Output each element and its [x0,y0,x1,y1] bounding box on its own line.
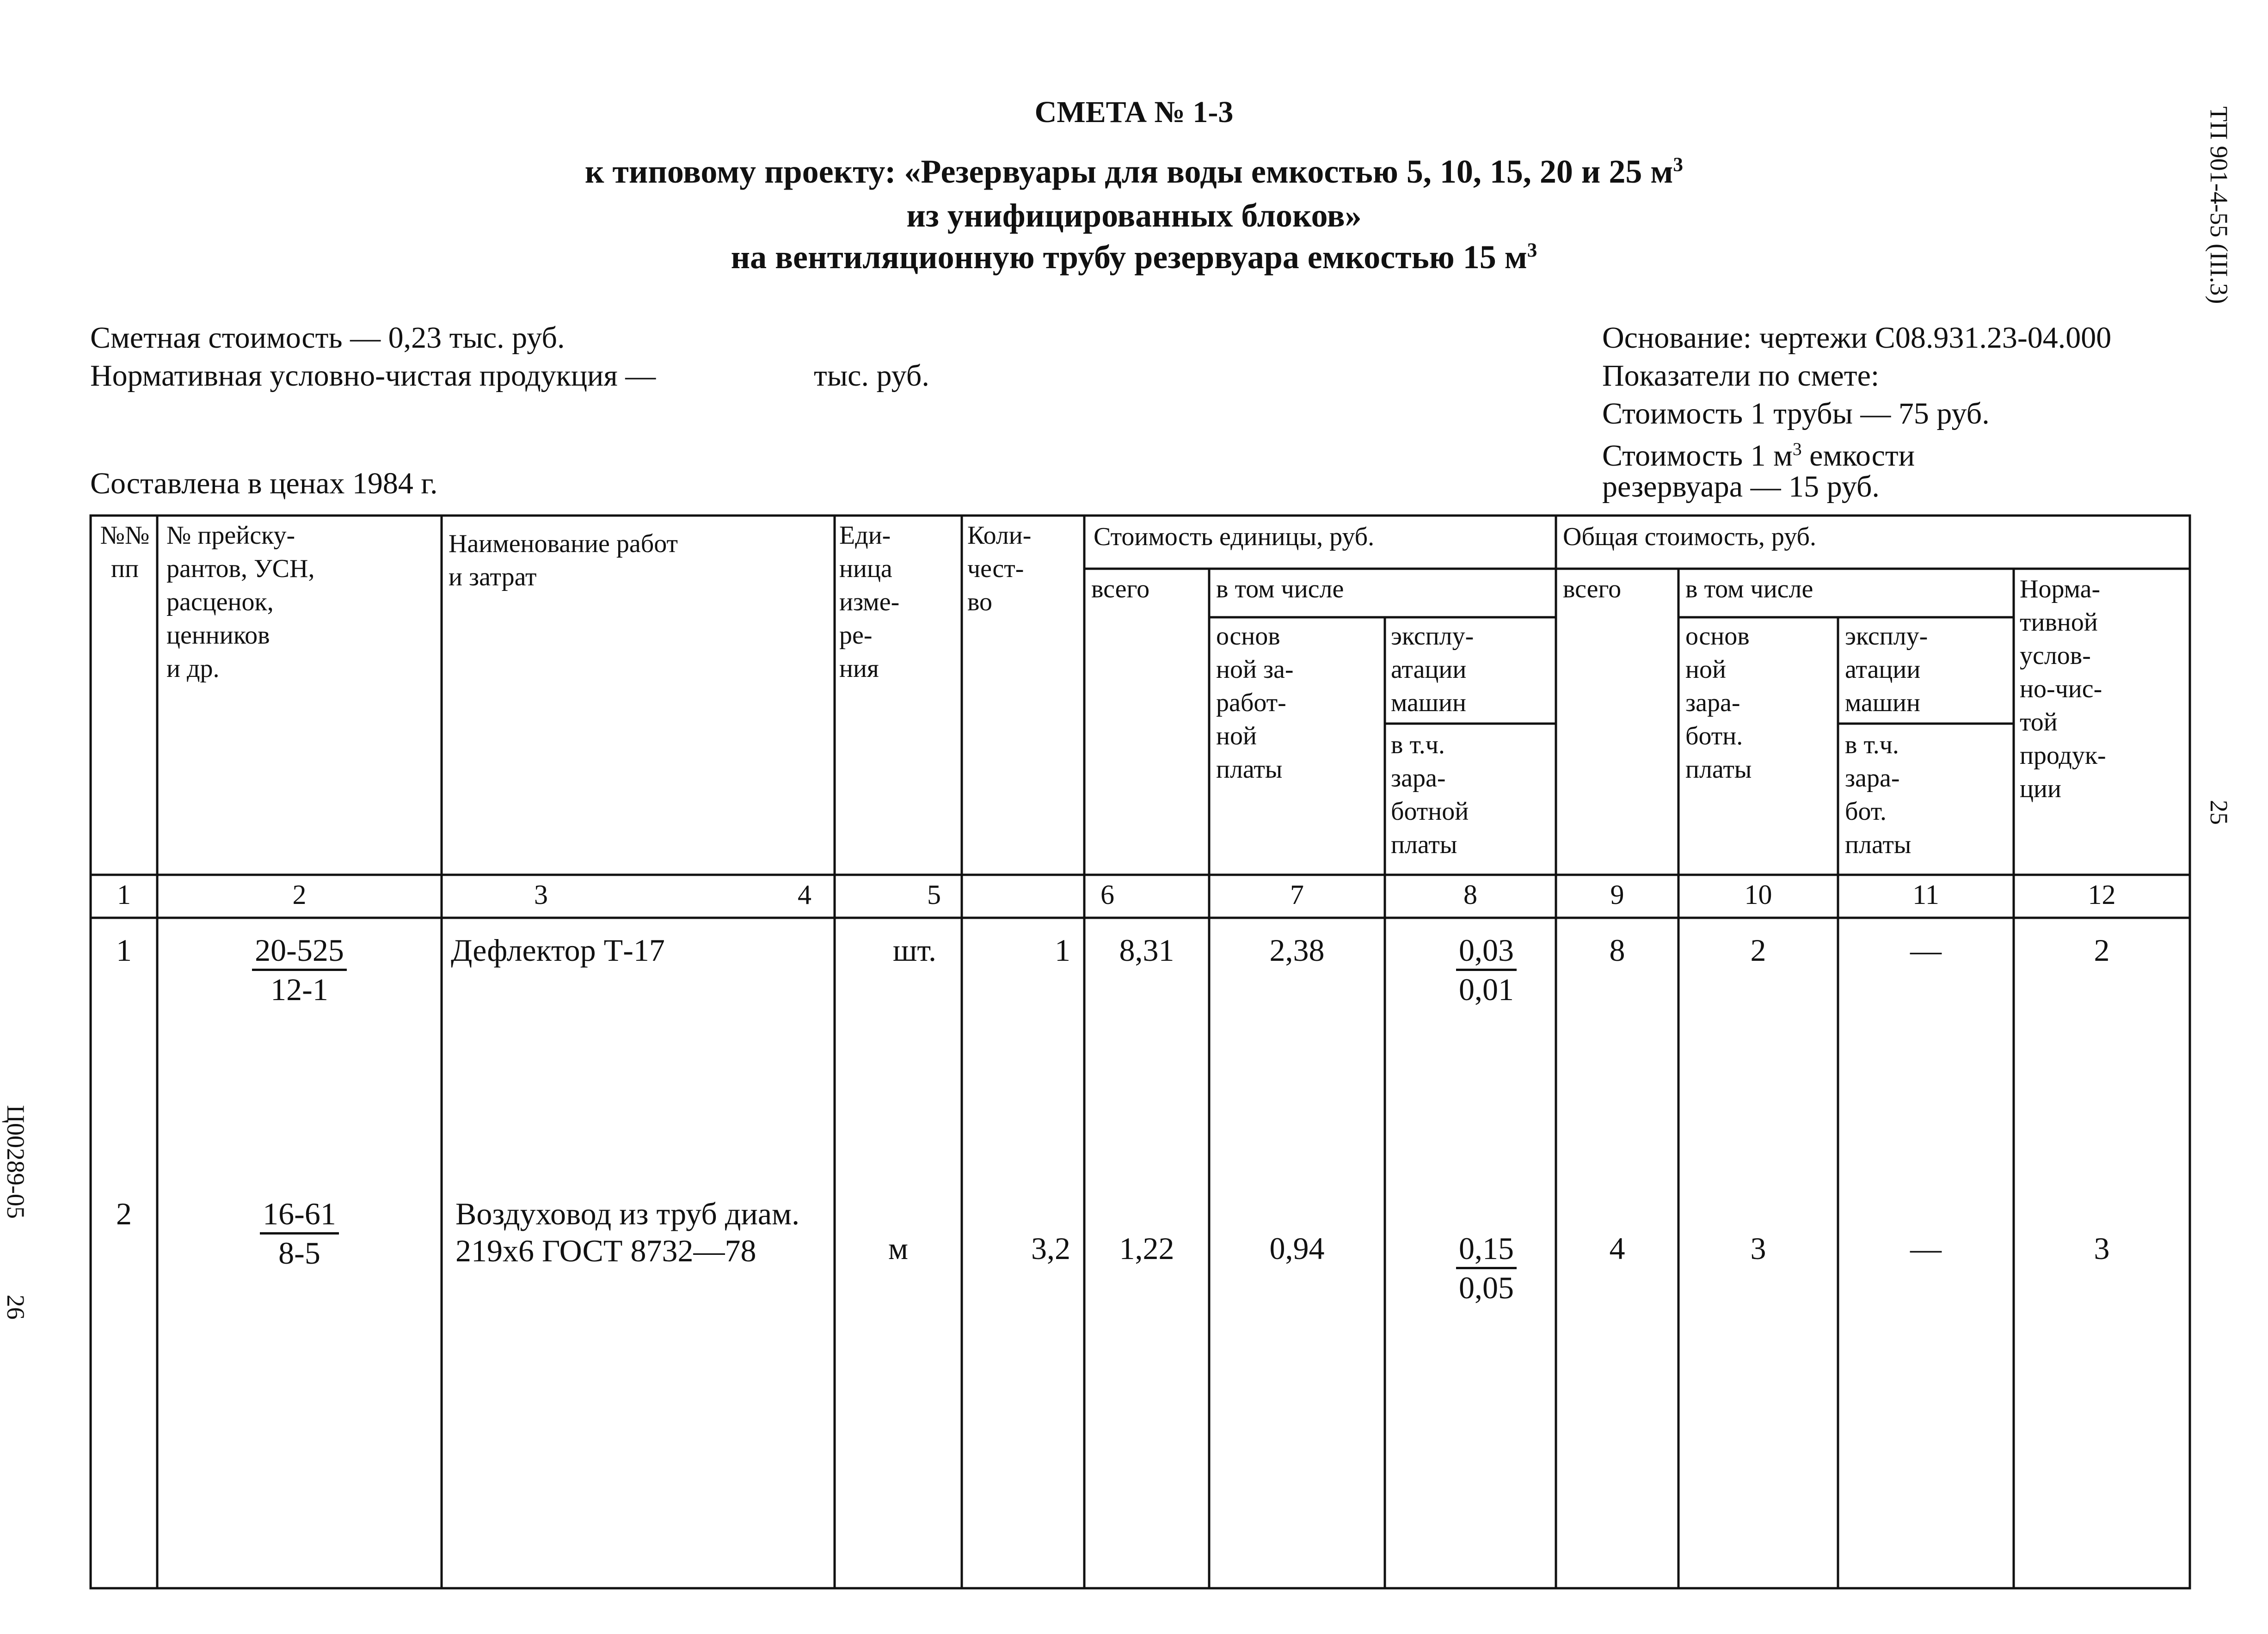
pipe-cost: Стоимость 1 трубы — 75 руб. [1602,397,1990,430]
header-total-base-pay: основ ной зара- ботн. платы [1685,622,1752,784]
col-number-1: 1 [117,879,131,910]
header-unit-base-pay: основ ной за- работ- ной платы [1216,622,1294,784]
col-number-5: 5 [927,879,941,910]
col-number-4: 4 [798,879,811,910]
row2-unit-machines: $\frac{0,15}{0,05}$ [1385,1230,1556,1306]
side-page-right: 25 [2205,800,2233,825]
row1-unit: шт. [893,933,936,968]
header-price-list: № прейску- рантов, УСН, расценок, ценников и др. [166,521,315,683]
header-total-including: в том числе [1685,575,1813,603]
row2-total-sum: 4 [1609,1231,1625,1266]
row1-total-base-pay: 2 [1750,933,1766,968]
col-number-6: 6 [1100,879,1114,910]
row1-total-sum: 8 [1609,933,1625,968]
header-total-machines-pay: в т.ч. зара- бот. платы [1845,731,1912,859]
row1-number: 1 [116,933,132,968]
side-page-left: 26 [2,1295,30,1320]
header-total-sum: всего [1563,575,1622,603]
row2-total-machines: — [1910,1231,1942,1266]
row2-price-code: $\frac{16-61}{8-5}$ [157,1195,442,1272]
capacity-cost-line2: резервуара — 15 руб. [1602,470,1880,504]
side-code-right: ТП 901-4-55 (III.3) [2205,106,2233,304]
header-work-name: Наименование работ и затрат [449,529,678,591]
document-subtitle-line3: на вентиляционную трубу резервуара емкостью 15 $м^3$ [731,239,1537,276]
indicators-title: Показатели по смете: [1602,359,1880,393]
row2-work-name: Воздуховод из труб диам. 219х6 ГОСТ 8732—78 [455,1196,800,1268]
row1-work-name: Дефлектор Т-17 [451,933,665,968]
normative-production-unit: тыс. руб. [814,359,929,393]
col-number-12: 12 [2088,879,2116,910]
row1-price-code: $\frac{20-525}{12-1}$ [157,932,442,1008]
row2-quantity: 3,2 [1031,1231,1070,1266]
basis: Основание: чертежи С08.931.23-04.000 [1602,321,2112,355]
row2-unit: м [888,1231,909,1266]
header-unit-cost: Стоимость единицы, руб. [1094,522,1375,551]
row2-total-base-pay: 3 [1750,1231,1766,1266]
document-subtitle-line1: к типовому проекту: «Резервуары для воды емкостью 5, 10, 15, 20 и 25 $м^3$ [585,153,1683,190]
side-code-left: Ц00289-05 [2,1105,30,1219]
header-unit-machines-pay: в т.ч. зара- ботной платы [1391,731,1469,859]
estimated-cost: Сметная стоимость — 0,23 тыс. руб. [90,321,565,355]
header-row-number: №№ пп [100,521,150,583]
header-normative-production: Норма- тивной услов- но-чис- той продук- ции [2020,575,2106,803]
row1-unit-base-pay: 2,38 [1269,933,1325,968]
row1-unit-total: 8,31 [1119,933,1174,968]
row2-number: 2 [116,1196,132,1231]
row1-normative: 2 [2094,933,2110,968]
header-unit: Еди- ница изме- ре- ния [839,521,900,683]
col-number-7: 7 [1290,879,1304,910]
row2-unit-total: 1,22 [1119,1231,1174,1266]
document-subtitle-line2: из унифицированных блоков» [906,197,1362,234]
col-number-8: 8 [1463,879,1477,910]
header-quantity: Коли- чест- во [967,521,1032,616]
price-basis: Составлена в ценах 1984 г. [90,467,438,500]
header-total-machines: эксплу- атации машин [1845,622,1928,717]
document-title: СМЕТА № 1-3 [1034,95,1234,129]
col-number-9: 9 [1610,879,1624,910]
row2-normative: 3 [2094,1231,2110,1266]
row1-quantity: 1 [1055,933,1070,968]
col-number-3: 3 [534,879,548,910]
capacity-cost: Стоимость 1 $м^3$ емкости [1602,439,1915,473]
normative-production: Нормативная условно-чистая продукция — [90,359,656,393]
row1-unit-machines: $\frac{0,03}{0,01}$ [1385,932,1556,1008]
row1-total-machines: — [1910,933,1942,968]
header-unit-including: в том числе [1216,575,1344,603]
header-total-cost: Общая стоимость, руб. [1563,522,1816,551]
header-unit-machines: эксплу- атации машин [1391,622,1474,717]
row2-unit-base-pay: 0,94 [1269,1231,1325,1266]
col-number-2: 2 [292,879,307,910]
col-number-11: 11 [1912,879,1939,910]
header-unit-total: всего [1091,575,1150,603]
col-number-10: 10 [1744,879,1772,910]
